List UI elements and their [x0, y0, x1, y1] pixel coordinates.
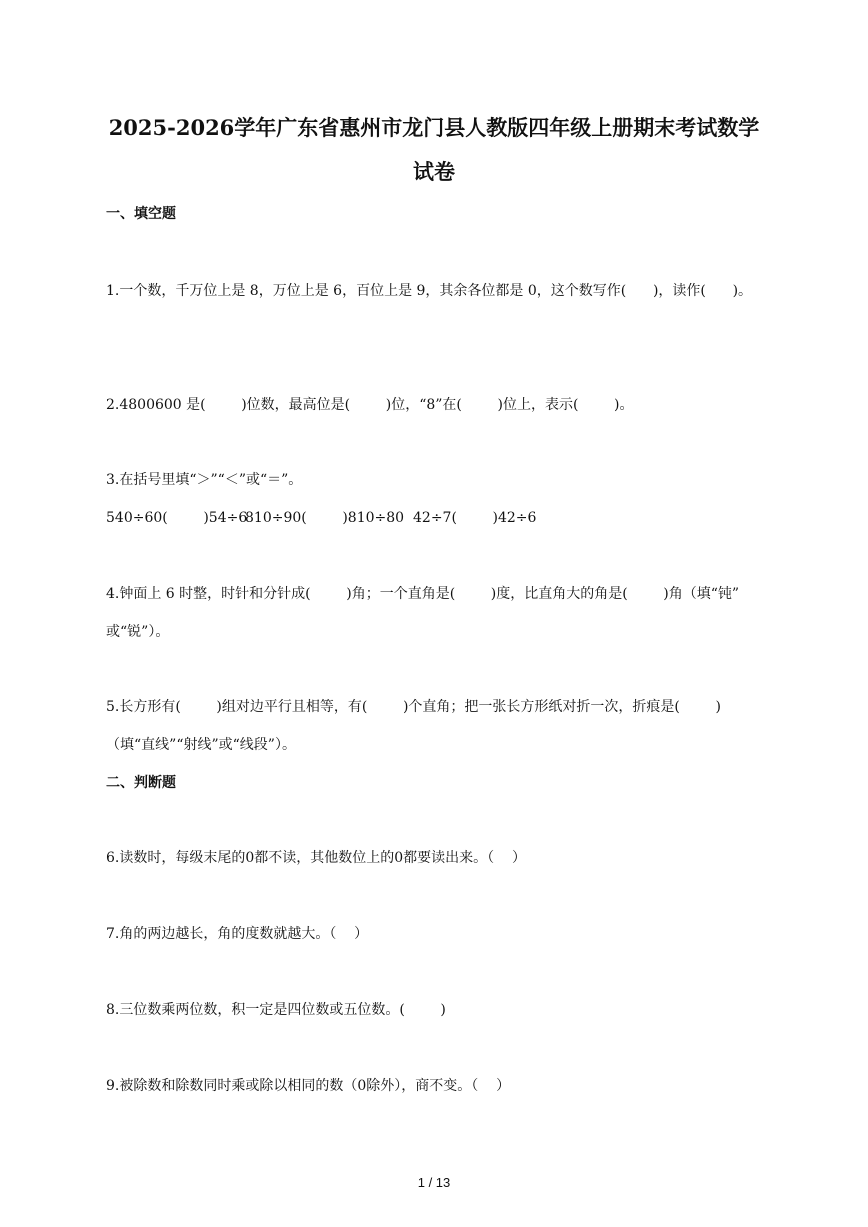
- page-title-line-2: 试卷: [413, 159, 455, 184]
- question-3: 3.在括号里填“＞”“＜”或“＝”。: [106, 472, 303, 488]
- question-1: 1.一个数，千万位上是 8，万位上是 6，百位上是 9，其余各位都是 0，这个数写作( )，读作( )。: [106, 283, 753, 299]
- section-heading-fill-in: 一、填空题: [106, 206, 176, 222]
- question-4-line-1: 4.钟面上 6 时整，时针和分针成( )角；一个直角是( )度，比直角大的角是( )角（填“钝”: [106, 586, 740, 602]
- question-8: 8.三位数乘两位数，积一定是四位数或五位数。( ): [106, 1002, 446, 1018]
- question-6: 6.读数时，每级末尾的0都不读，其他数位上的0都要读出来。（ ）: [106, 850, 526, 866]
- question-3-item: 540÷60( )54÷6: [106, 510, 248, 526]
- question-2: 2.4800600 是( )位数，最高位是( )位，“8”在( )位上，表示( )。: [106, 397, 634, 413]
- question-4-line-2: 或“锐”）。: [106, 624, 170, 640]
- page-title-line-1: 2025-2026学年广东省惠州市龙门县人教版四年级上册期末考试数学: [108, 115, 760, 140]
- question-9: 9.被除数和除数同时乘或除以相同的数（0除外），商不变。（ ）: [106, 1078, 511, 1094]
- question-7: 7.角的两边越长，角的度数就越大。（ ）: [106, 926, 369, 942]
- page-number: 1 / 13: [417, 1175, 451, 1190]
- question-5-line-2: （填“直线”“射线”或“线段”）。: [106, 737, 296, 753]
- question-3-item: 42÷7( )42÷6: [413, 510, 537, 526]
- section-heading-true-false: 二、判断题: [106, 775, 176, 791]
- question-3-item: 810÷90( )810÷80: [245, 510, 405, 526]
- question-5-line-1: 5.长方形有( )组对边平行且相等，有( )个直角；把一张长方形纸对折一次，折痕是( ): [106, 699, 721, 715]
